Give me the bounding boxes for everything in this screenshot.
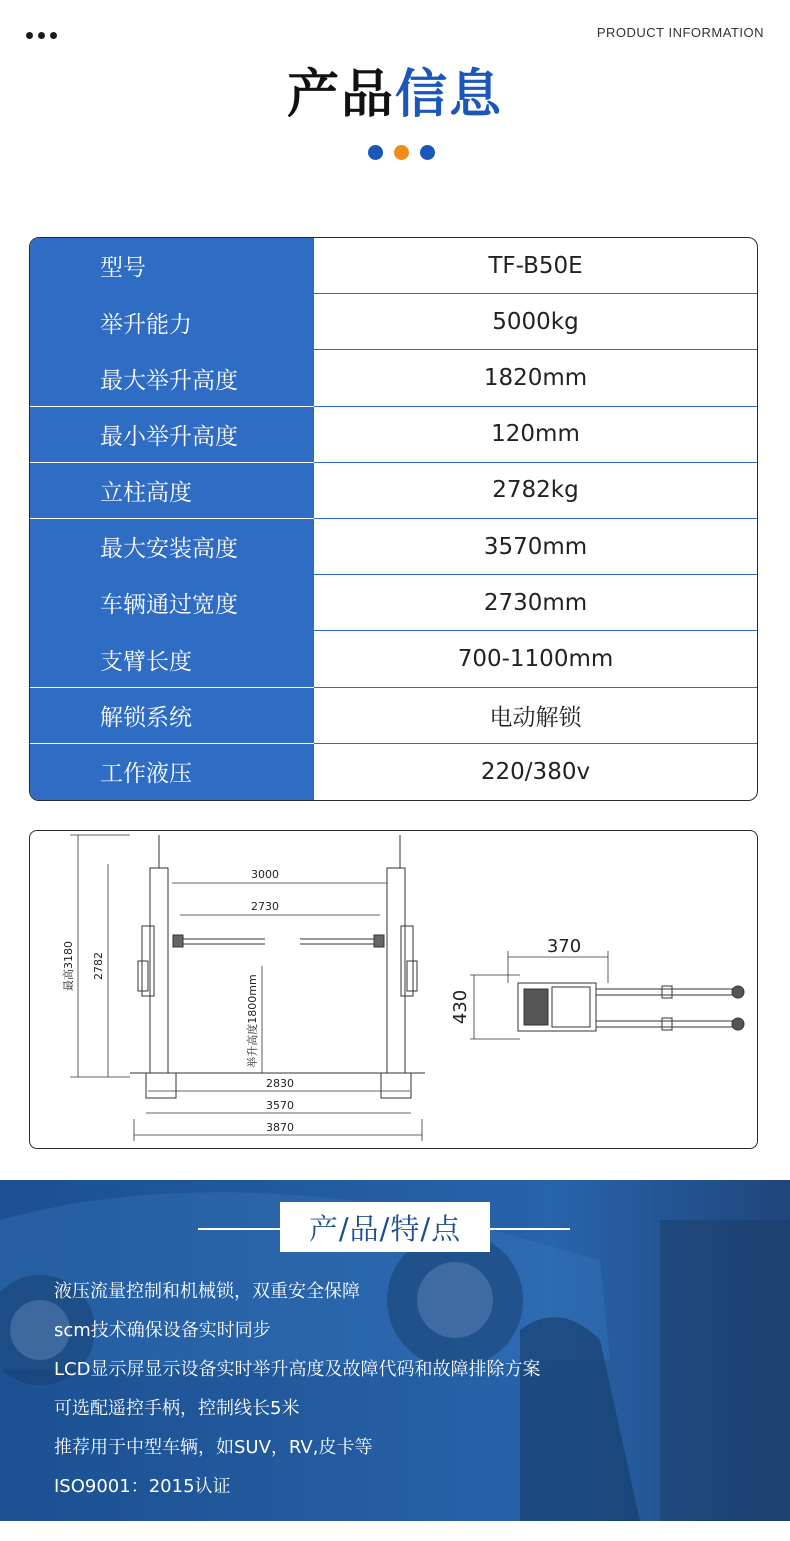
spec-label: 工作液压 bbox=[30, 744, 314, 800]
features-title: 产/品/特/点 bbox=[280, 1202, 490, 1252]
dim-2830: 2830 bbox=[266, 1077, 294, 1090]
dim-430: 430 bbox=[450, 989, 471, 1025]
spec-row bbox=[30, 350, 757, 406]
features-section bbox=[0, 1180, 790, 1521]
menu-dot bbox=[38, 32, 45, 39]
spec-label: 举升能力 bbox=[30, 294, 314, 351]
spec-label: 车辆通过宽度 bbox=[30, 575, 314, 632]
spec-label: 立柱高度 bbox=[30, 463, 314, 520]
feature-item: ISO9001：2015认证 bbox=[54, 1476, 231, 1497]
title-rule-left bbox=[198, 1228, 280, 1230]
spec-label: 最大举升高度 bbox=[30, 350, 314, 407]
spec-row bbox=[30, 407, 757, 463]
spec-value: TF-B50E bbox=[488, 252, 583, 279]
spec-value: 电动解锁 bbox=[489, 704, 582, 731]
spec-value: 2730mm bbox=[483, 589, 588, 616]
lift-arms bbox=[173, 935, 384, 947]
spec-value: 2782kg bbox=[492, 477, 579, 504]
spec-label: 支臂长度 bbox=[30, 631, 314, 688]
feature-item: 液压流量控制和机械锁，双重安全保障 bbox=[54, 1281, 360, 1302]
features-list bbox=[54, 1280, 540, 1514]
spec-label: 解锁系统 bbox=[30, 688, 314, 745]
technical-drawing bbox=[29, 830, 758, 1149]
page-title bbox=[0, 52, 790, 127]
deco-dot bbox=[394, 145, 409, 160]
dim-2730: 2730 bbox=[251, 900, 279, 913]
feature-item: scm技术确保设备实时同步 bbox=[54, 1320, 271, 1341]
spec-row bbox=[30, 575, 757, 631]
spec-value: 220/380v bbox=[480, 758, 591, 785]
spec-value: 3570mm bbox=[483, 533, 588, 560]
menu-dot bbox=[26, 32, 33, 39]
spec-value: 120mm bbox=[491, 421, 580, 448]
spec-row bbox=[30, 463, 757, 519]
dim-3000: 3000 bbox=[251, 868, 279, 881]
spec-label: 最小举升高度 bbox=[30, 407, 314, 464]
title-part-1: 产品 bbox=[286, 65, 395, 125]
left-post bbox=[138, 835, 176, 1098]
menu-dot bbox=[50, 32, 57, 39]
dim-max-height: 最高3180 bbox=[62, 941, 75, 991]
spec-row bbox=[30, 688, 757, 744]
title-decoration bbox=[368, 145, 435, 160]
spec-value: 1820mm bbox=[483, 364, 588, 391]
top-view bbox=[470, 951, 744, 1039]
spec-row bbox=[30, 294, 757, 350]
spec-value: 5000kg bbox=[492, 308, 579, 335]
spec-row bbox=[30, 519, 757, 575]
menu-dots-icon[interactable] bbox=[26, 32, 57, 39]
spec-label: 最大安装高度 bbox=[30, 519, 314, 576]
spec-value: 700-1100mm bbox=[457, 645, 614, 672]
section-en-label: PRODUCT INFORMATION bbox=[596, 25, 764, 40]
deco-dot bbox=[420, 145, 435, 160]
dim-lift-height: 举升高度1800mm bbox=[246, 974, 259, 1068]
title-part-2: 信息 bbox=[395, 65, 504, 125]
features-title-wrap bbox=[0, 1202, 790, 1254]
lift-drawing-svg bbox=[30, 831, 759, 1150]
dim-2782: 2782 bbox=[92, 952, 105, 980]
feature-item: 推荐用于中型车辆，如SUV，RV,皮卡等 bbox=[54, 1437, 373, 1458]
spec-table bbox=[29, 237, 758, 801]
dim-3870: 3870 bbox=[266, 1121, 294, 1134]
spec-label: 型号 bbox=[30, 238, 314, 295]
spec-row bbox=[30, 744, 757, 800]
right-post bbox=[381, 835, 417, 1098]
feature-item: 可选配遥控手柄，控制线长5米 bbox=[54, 1398, 300, 1419]
spec-row bbox=[30, 238, 757, 294]
dim-370: 370 bbox=[546, 936, 582, 957]
feature-item: LCD显示屏显示设备实时举升高度及故障代码和故障排除方案 bbox=[54, 1359, 541, 1380]
dim-3570: 3570 bbox=[266, 1099, 294, 1112]
title-rule-right bbox=[490, 1228, 570, 1230]
deco-dot bbox=[368, 145, 383, 160]
spec-row bbox=[30, 631, 757, 687]
